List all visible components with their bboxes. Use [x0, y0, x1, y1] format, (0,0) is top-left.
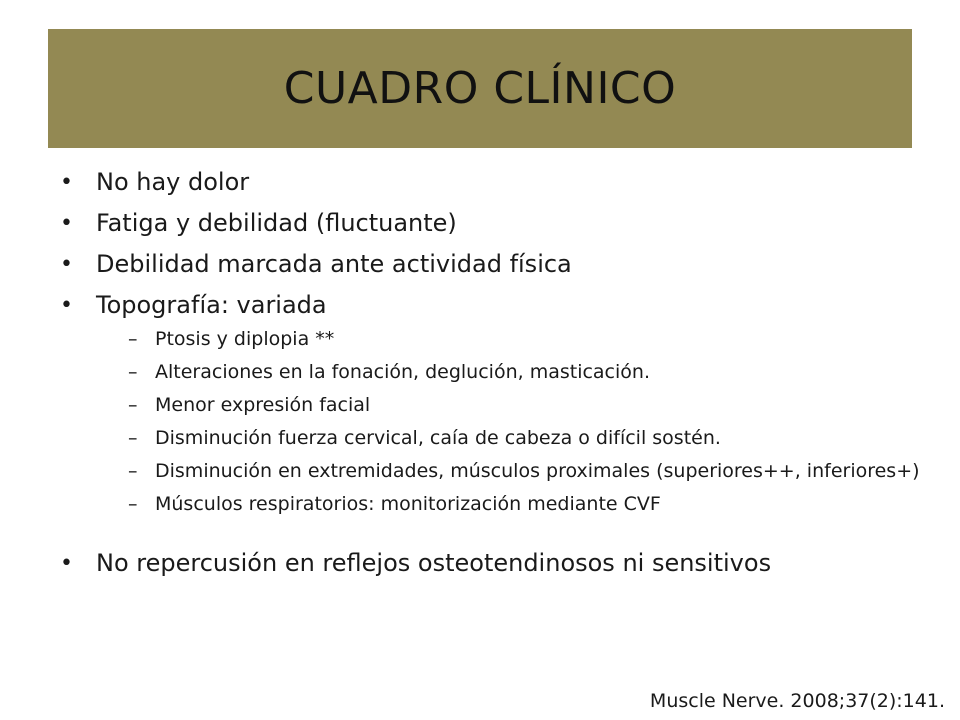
bullet-dot-icon: •: [60, 293, 73, 318]
sub-bullet-text: Disminución fuerza cervical, caía de cabeza o difícil sostén.: [155, 427, 721, 449]
bullet-item: [58, 291, 928, 320]
bullet-dot-icon: •: [60, 211, 73, 236]
sub-bullet-item: [128, 427, 928, 449]
bullet-dot-icon: •: [60, 170, 73, 195]
sub-bullet-list: [58, 328, 928, 515]
bullet-text: No repercusión en reflejos osteotendinosos ni sensitivos: [96, 549, 772, 577]
sub-bullet-item: [128, 328, 928, 350]
dash-icon: –: [128, 427, 138, 449]
dash-icon: –: [128, 328, 138, 350]
bullet-text: Topografía: variada: [96, 291, 327, 319]
bullet-item: [58, 168, 928, 197]
dash-icon: –: [128, 361, 138, 383]
title-bar: [48, 29, 912, 148]
sub-bullet-item: [128, 493, 928, 515]
dash-icon: –: [128, 460, 138, 482]
bullet-dot-icon: •: [60, 252, 73, 277]
dash-icon: –: [128, 394, 138, 416]
bullet-list: [58, 168, 928, 590]
slide-title: CUADRO CLÍNICO: [283, 63, 677, 114]
sub-bullet-text: Alteraciones en la fonación, deglución, masticación.: [155, 361, 650, 383]
sub-bullet-text: Menor expresión facial: [155, 394, 371, 416]
sub-bullet-item: [128, 361, 928, 383]
bullet-item: [58, 250, 928, 279]
bullet-item: [58, 549, 928, 578]
bullet-text: No hay dolor: [96, 168, 250, 196]
sub-bullet-text: Disminución en extremidades, músculos proximales (superiores++, inferiores+): [155, 460, 920, 482]
bullet-item: [58, 209, 928, 238]
sub-bullet-text: Ptosis y diplopia **: [155, 328, 335, 350]
dash-icon: –: [128, 493, 138, 515]
sub-bullet-item: [128, 460, 928, 482]
bullet-text: Fatiga y debilidad (fluctuante): [96, 209, 457, 237]
bullet-text: Debilidad marcada ante actividad física: [96, 250, 572, 278]
bullet-dot-icon: •: [60, 551, 73, 576]
sub-bullet-item: [128, 394, 928, 416]
citation: Muscle Nerve. 2008;37(2):141.: [649, 690, 945, 712]
sub-bullet-text: Músculos respiratorios: monitorización mediante CVF: [155, 493, 661, 515]
